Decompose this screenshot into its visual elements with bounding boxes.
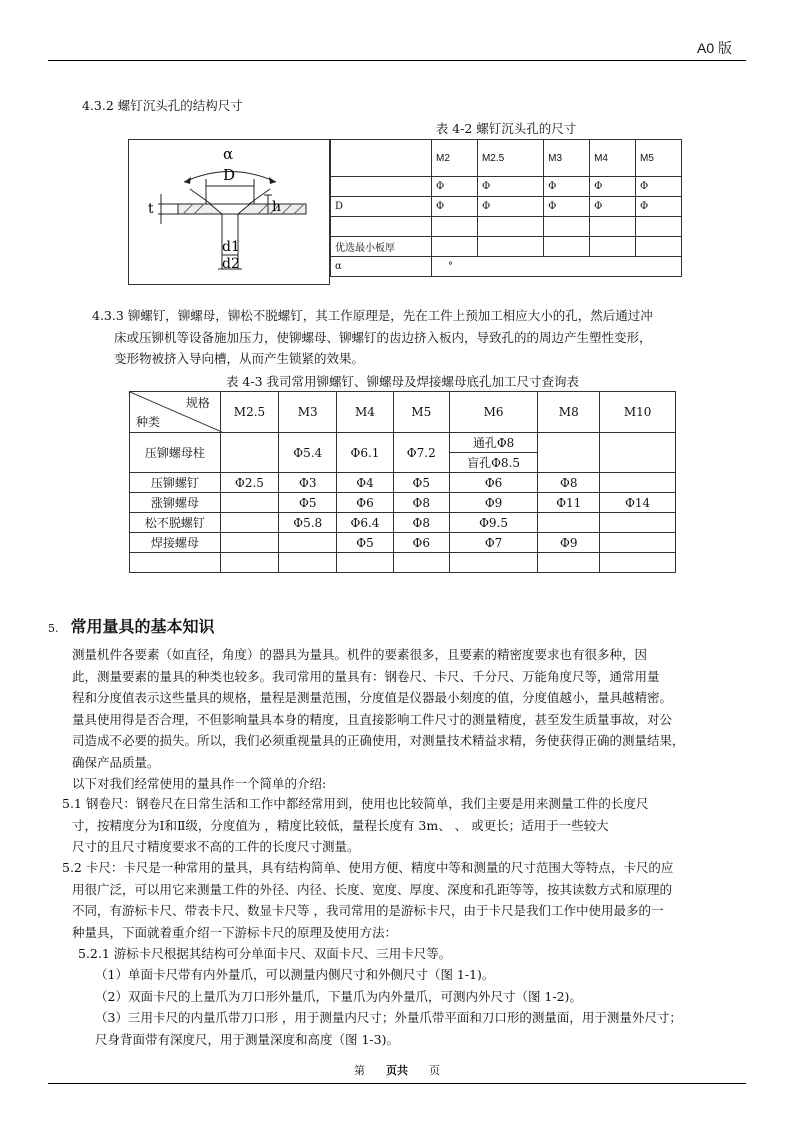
- table-cell: [220, 433, 278, 473]
- table-cell: Φ8: [393, 513, 449, 533]
- paragraph-line: 变形物被挤入导向槽，从而产生锁紧的效果。: [114, 351, 365, 366]
- row-label: [331, 177, 432, 197]
- table-cell: [590, 237, 636, 257]
- table-cell: [590, 217, 636, 237]
- table-row: [331, 197, 682, 217]
- list-item: （1）单面卡尺带有内外量爪，可以测量内侧尺寸和外侧尺寸（图 1-1)。: [95, 967, 495, 982]
- table-header-cell: M8: [538, 392, 600, 433]
- table-cell: Φ: [544, 197, 590, 217]
- table-cell: [538, 433, 600, 473]
- paragraph-line: 以下对我们经常使用的量具作一个简单的介绍:: [72, 776, 327, 791]
- countersink-diagram: [128, 139, 330, 285]
- section-4-3-3: [92, 305, 752, 370]
- table-cell: [538, 513, 600, 533]
- table-cell: Φ14: [600, 493, 676, 513]
- table-header-cell: M2.5: [220, 392, 278, 433]
- table-cell: [600, 553, 676, 573]
- row-label: [130, 553, 221, 573]
- thickness-label: t: [148, 201, 154, 217]
- table-header-cell: M5: [393, 392, 449, 433]
- version-label: A0 版: [696, 40, 732, 56]
- table-header-cell: M2: [432, 140, 478, 177]
- table-header-cell: M10: [600, 392, 676, 433]
- list-item: （3）三用卡尺的内量爪带刀口形 ，用于测量内尺寸；外量爪带平面和刀口形的测量面，用于测量外尺寸；: [95, 1010, 682, 1025]
- table-row: [130, 553, 676, 573]
- table-header-cell: M6: [449, 392, 537, 433]
- paragraph-line: 4.3.3 铆螺钉，铆螺母，铆松不脱螺钉，其工作原理是，先在工件上预加工相应大小的孔，然后通过冲: [92, 308, 653, 323]
- table-4-2: [330, 139, 682, 277]
- table-row: [130, 433, 676, 453]
- paragraph-line: 测量机件各要素（如直径，角度）的器具为量具。机件的要素很多，且要素的精密度要求也有很多种，因: [72, 647, 648, 662]
- table-cell: Φ3: [279, 473, 337, 493]
- table-cell: Φ: [432, 177, 478, 197]
- paragraph-line: 量具使用得是否合理，不但影响量具本身的精度，且直接影响工件尺寸的测量精度，甚至发生质量事故，对公: [72, 711, 673, 727]
- d1-label: d1: [222, 239, 240, 255]
- row-label: α: [331, 257, 432, 277]
- table-cell: [544, 217, 590, 237]
- table-cell: Φ5: [337, 533, 393, 553]
- table-cell: Φ9: [538, 533, 600, 553]
- footer-prefix: 第: [354, 1064, 365, 1077]
- table-cell: Φ5: [279, 493, 337, 513]
- row-label: 松不脱螺钉: [130, 513, 221, 533]
- table-cell: Φ8: [393, 493, 449, 513]
- table-cell: [220, 553, 278, 573]
- table-cell: [279, 533, 337, 553]
- paragraph-line: 不同，有游标卡尺、带表卡尺、数显卡尺等 ，我司常用的是游标卡尺，由于卡尺是我们工作中使用最多的一: [72, 903, 664, 918]
- list-item: （2）双面卡尺的上量爪为刀口形外量爪，下量爪为内外量爪，可测内外尺寸（图 1-2)。: [95, 988, 582, 1004]
- paragraph-line: 此，测量要素的量具的种类也较多。我司常用的量具有：钢卷尺、卡尺、千分尺、万能角度尺等，通常用量: [72, 668, 660, 684]
- table-cell: 盲孔Φ8.5: [449, 453, 537, 473]
- table-4-3-caption: 表 4-3 我司常用铆螺钉、铆螺母及焊接螺母底孔加工尺寸查询表: [225, 374, 580, 389]
- table-cell: [544, 237, 590, 257]
- table-cell: [432, 237, 478, 257]
- paragraph-line: 确保产品质量。: [72, 754, 160, 770]
- table-cell: Φ: [590, 177, 636, 197]
- paragraph-line: 寸，按精度分为Ⅰ和Ⅱ级，分度值为 ，精度比较低，量程长度有 3m、 、 或更长；适用于一些较大: [72, 817, 609, 833]
- list-item: 尺身背面带有深度尺，用于测量深度和高度（图 1-3)。: [95, 1031, 399, 1047]
- table-cell: [220, 513, 278, 533]
- table-cell: Φ: [544, 177, 590, 197]
- section-5-2: [62, 857, 752, 943]
- footer-suffix: 页: [429, 1064, 440, 1077]
- table-cell: [600, 533, 676, 553]
- table-cell: [538, 553, 600, 573]
- table-cell: Φ4: [337, 473, 393, 493]
- table-row: [331, 140, 682, 177]
- table-cell: [393, 553, 449, 573]
- corner-top-label: 规格: [185, 396, 210, 410]
- table-row: [130, 473, 676, 493]
- alpha-label: α: [223, 145, 234, 163]
- table-cell: Φ5: [393, 473, 449, 493]
- table-row: [130, 493, 676, 513]
- table-cell: Φ6: [393, 533, 449, 553]
- table-cell: [477, 237, 543, 257]
- section-5-2-1-items: [95, 964, 755, 1050]
- table-cell: [279, 553, 337, 573]
- table-cell: Φ6: [337, 493, 393, 513]
- table-cell: Φ: [477, 177, 543, 197]
- paragraph-line: 床或压铆机等设备施加压力，使铆螺母、铆螺钉的齿边挤入板内，导致孔的的周边产生塑性变形，: [114, 329, 652, 345]
- row-label: 压铆螺钉: [130, 473, 221, 493]
- footer-middle: 页共: [386, 1064, 408, 1077]
- paragraph-line: 尺寸的且尺寸精度要求不高的工件的长度尺寸测量。: [72, 839, 360, 854]
- diameter-label: D: [223, 166, 236, 184]
- table-cell: Φ: [590, 197, 636, 217]
- header-rule: [48, 60, 746, 61]
- table-4-2-caption: 表 4-2 螺钉沉头孔的尺寸: [435, 121, 577, 136]
- height-label: h: [272, 199, 282, 215]
- d2-label: d2: [222, 256, 240, 272]
- table-header-cell: M3: [544, 140, 590, 177]
- table-cell: Φ9.5: [449, 513, 537, 533]
- table-header-cell: M4: [590, 140, 636, 177]
- table-cell: Φ5.8: [279, 513, 337, 533]
- section-title: 常用量具的基本知识: [70, 617, 215, 636]
- corner-cell: [130, 392, 221, 433]
- table-row: [331, 257, 682, 277]
- section-5-1: [62, 793, 752, 858]
- table-cell: [432, 217, 478, 237]
- paragraph-line: 种量具，下面就着重介绍一下游标卡尺的原理及使用方法：: [72, 924, 398, 940]
- table-row: [130, 392, 676, 433]
- table-cell: Φ9: [449, 493, 537, 513]
- row-label: D: [331, 197, 432, 217]
- table-cell: [337, 553, 393, 573]
- row-label: [331, 217, 432, 237]
- table-cell: Φ2.5: [220, 473, 278, 493]
- table-cell: [636, 217, 682, 237]
- table-cell: Φ11: [538, 493, 600, 513]
- table-cell: Φ6.4: [337, 513, 393, 533]
- table-cell: Φ6: [449, 473, 537, 493]
- table-cell: °: [432, 257, 682, 277]
- table-cell: Φ7.2: [393, 433, 449, 473]
- row-label: 涨铆螺母: [130, 493, 221, 513]
- footer-rule: [48, 1083, 746, 1084]
- paragraph-line: 程和分度值表示这些量具的规格，量程是测量范围，分度值是仪器最小刻度的值，分度值越小，量具越精密。: [72, 690, 673, 705]
- section-5-intro: [72, 644, 752, 795]
- table-row: [130, 513, 676, 533]
- table-cell: Φ5.4: [279, 433, 337, 473]
- table-row: [130, 533, 676, 553]
- table-cell: [220, 533, 278, 553]
- table-row: [331, 177, 682, 197]
- table-header-cell: M4: [337, 392, 393, 433]
- row-label: 焊接螺母: [130, 533, 221, 553]
- table-cell: Φ: [432, 197, 478, 217]
- table-cell: Φ7: [449, 533, 537, 553]
- table-cell: [636, 237, 682, 257]
- paragraph-line: 5.1 钢卷尺：钢卷尺在日常生活和工作中都经常用到，使用也比较简单，我们主要是用来测量工件的长度尺: [62, 796, 649, 811]
- table-cell: Φ6.1: [337, 433, 393, 473]
- table-cell: [449, 553, 537, 573]
- row-label: 优选最小板厚: [331, 237, 432, 257]
- paragraph-line: 5.2 卡尺：卡尺是一种常用的量具，具有结构简单、使用方便、精度中等和测量的尺寸范围大等特点，卡尺的应: [62, 860, 674, 875]
- section-5-heading: [48, 614, 215, 637]
- table-row: [331, 237, 682, 257]
- table-4-3: [129, 391, 676, 573]
- corner-bottom-label: 种类: [136, 415, 161, 429]
- section-5-2-1: 5.2.1 游标卡尺根据其结构可分单面卡尺、双面卡尺、三用卡尺等。: [78, 946, 452, 961]
- section-number: 5.: [48, 622, 59, 635]
- section-4-3-2-title: 4.3.2 螺钉沉头孔的结构尺寸: [82, 98, 243, 113]
- table-cell: Φ: [636, 197, 682, 217]
- table-row: [331, 217, 682, 237]
- table-header-cell: M5: [636, 140, 682, 177]
- table-cell: 通孔Φ8: [449, 433, 537, 453]
- table-cell: [477, 217, 543, 237]
- paragraph-line: 用很广泛，可以用它来测量工件的外径、内径、长度、宽度、厚度、深度和孔距等等，按其读数方式和原理的: [72, 881, 673, 897]
- paragraph-line: 司造成不必要的损失。所以，我们必须重视量具的正确使用，对测量技术精益求精，务使获得正确的测量结果，: [72, 733, 685, 748]
- table-header-cell: M2.5: [477, 140, 543, 177]
- table-header-cell: M3: [279, 392, 337, 433]
- table-cell: Φ: [636, 177, 682, 197]
- row-label: 压铆螺母柱: [130, 433, 221, 473]
- table-cell: [220, 493, 278, 513]
- table-cell: Φ: [477, 197, 543, 217]
- table-cell: [600, 473, 676, 493]
- page-footer: [0, 1062, 794, 1078]
- table-cell: Φ8: [538, 473, 600, 493]
- table-cell: [600, 433, 676, 473]
- table-cell: [600, 513, 676, 533]
